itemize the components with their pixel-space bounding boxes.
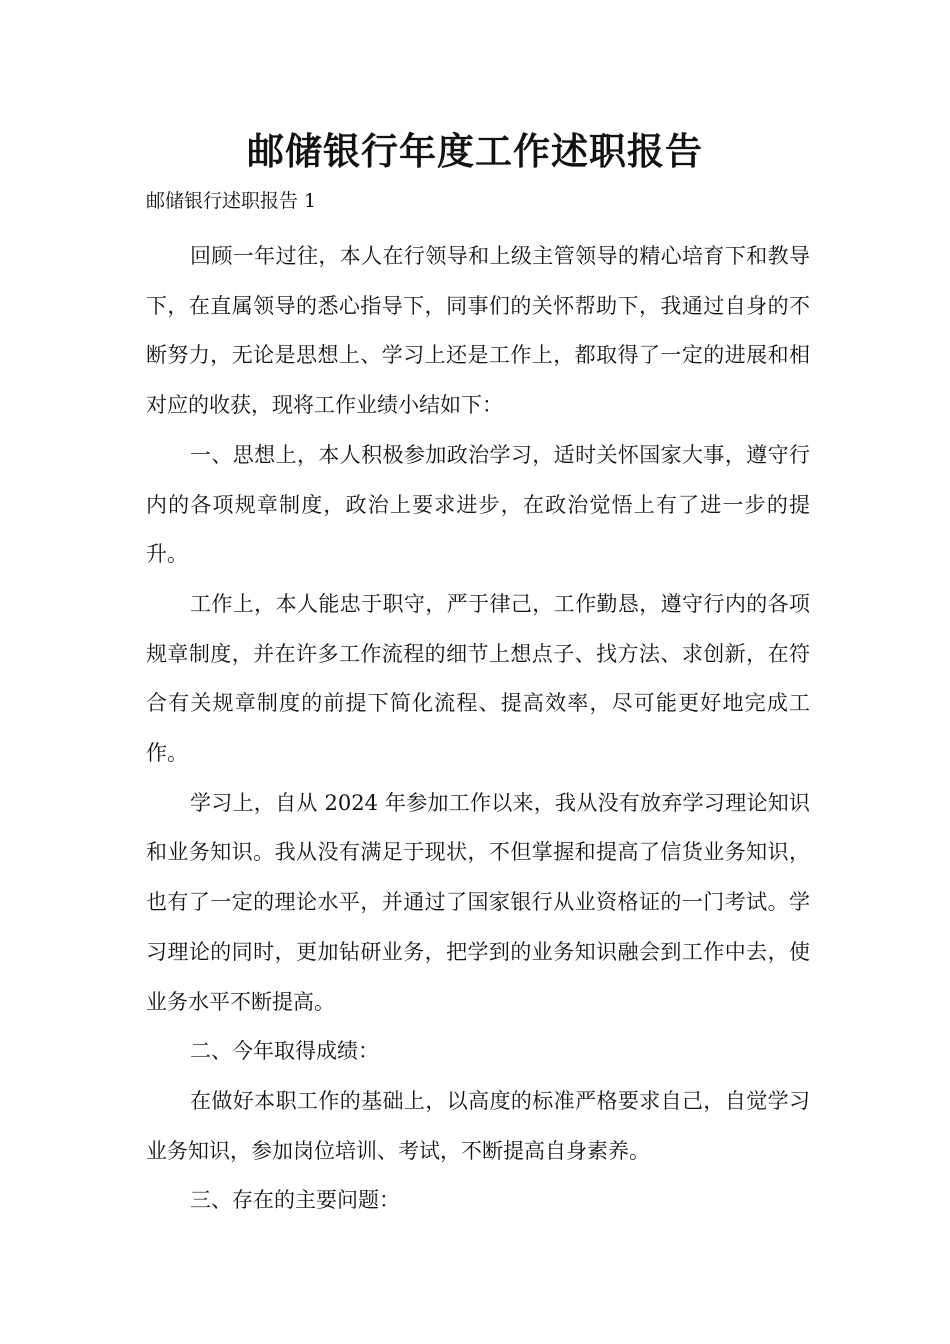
document-body: [146, 232, 810, 1226]
paragraph-intro: 回顾一年过往，本人在行领导和上级主管领导的精心培育下和教导下，在直属领导的悉心指导下，同事们的关怀帮助下，我通过自身的不断努力，无论是思想上、学习上还是工作上，都取得了一定的进展和相对应的收获，现将工作业绩小结如下：: [146, 244, 810, 418]
paragraph-ideology: 一、思想上，本人积极参加政治学习，适时关怀国家大事，遵守行内的各项规章制度，政治上要求进步，在政治觉悟上有了进一步的提升。: [146, 442, 810, 567]
section-heading-problems: 三、存在的主要问题：: [190, 1188, 400, 1213]
document-subtitle: 邮储银行述职报告 1: [146, 190, 317, 212]
paragraph-work: 工作上，本人能忠于职守，严于律己，工作勤恳，遵守行内的各项规章制度，并在许多工作流程的细节上想点子、找方法、求创新，在符合有关规章制度的前提下简化流程、提高效率，尽可能更好地完成工作。: [146, 591, 810, 766]
paragraph-study: 学习上，自从 2024 年参加工作以来，我从没有放弃学习理论知识和业务知识。我从没有满足于现状，不但掌握和提高了信货业务知识，也有了一定的理论水平，并通过了国家银行从业资格证的一门考试。学习理论的同时，更加钻研业务，把学到的业务知识融会到工作中去，使业务水平不断提高。: [146, 790, 810, 1014]
paragraph-achievements: 在做好本职工作的基础上，以高度的标准严格要求自己，自觉学习业务知识，参加岗位培训、考试，不断提高自身素养。: [146, 1088, 810, 1163]
section-heading-achievements: 二、今年取得成绩：: [190, 1039, 379, 1064]
document-title: 邮储银行年度工作述职报告: [247, 130, 703, 173]
